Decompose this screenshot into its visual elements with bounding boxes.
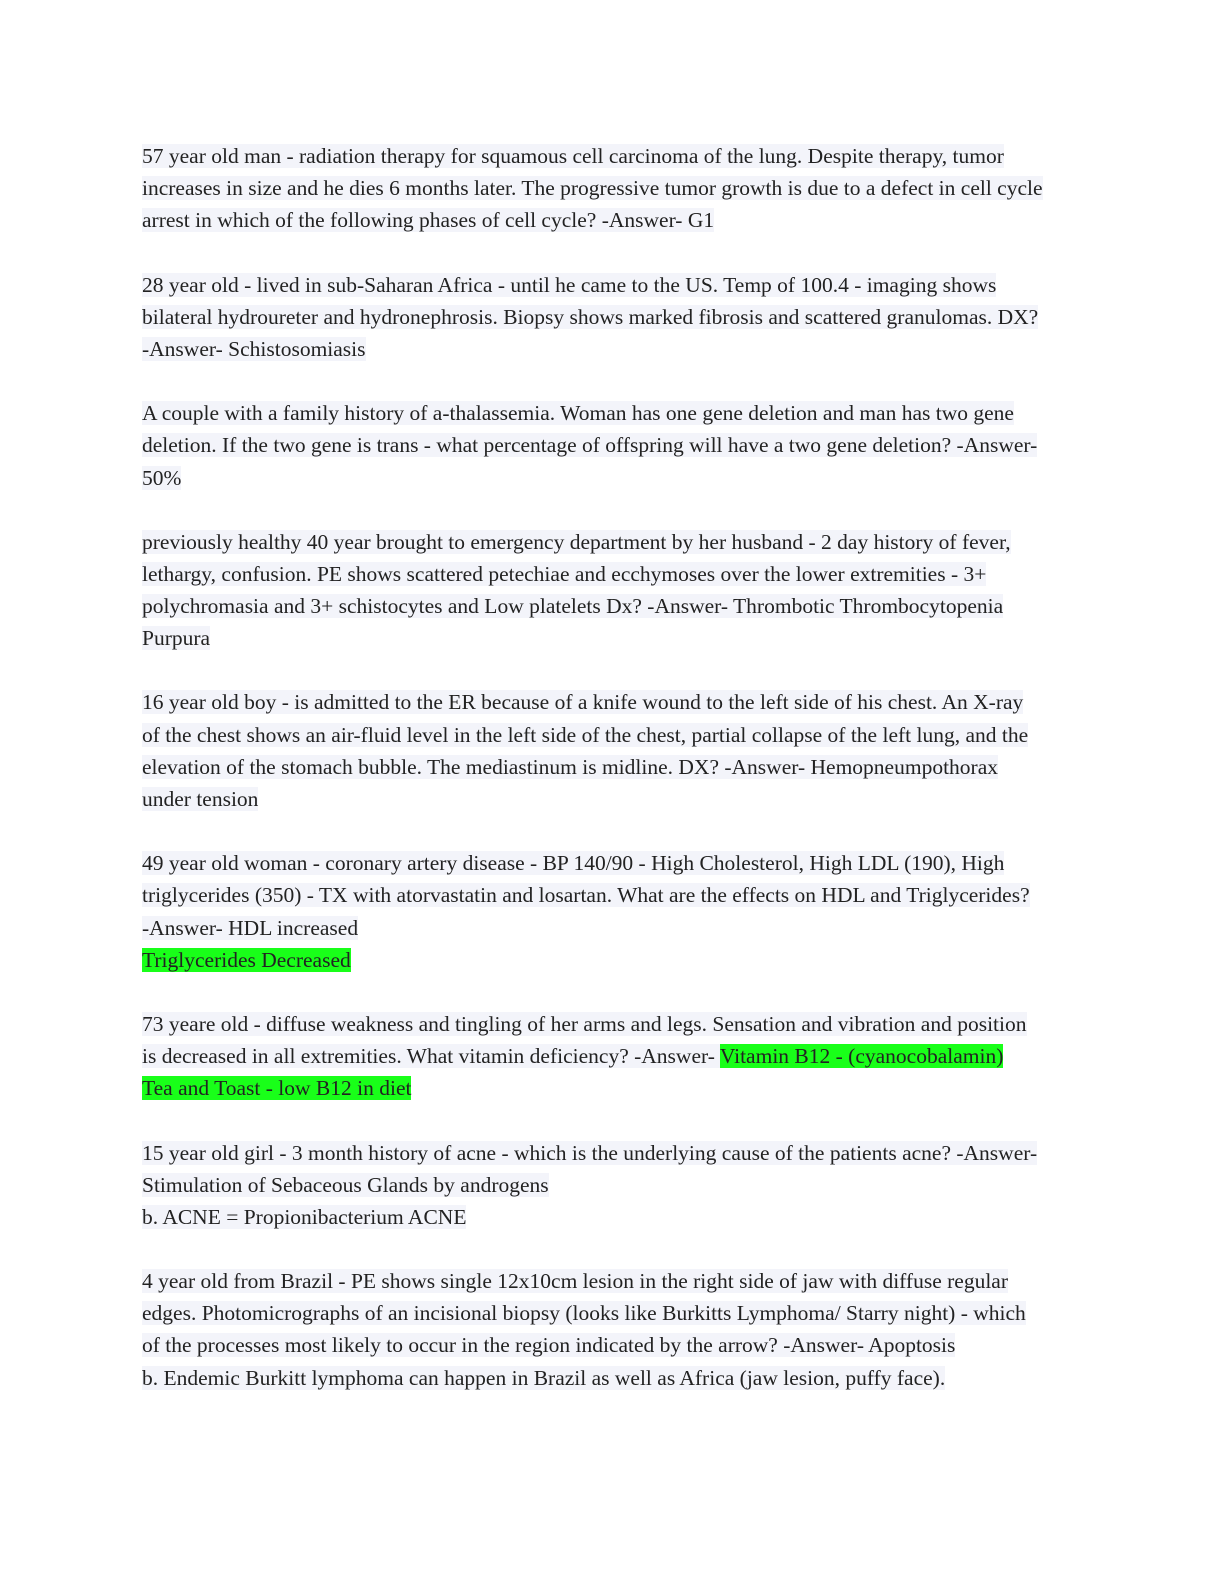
question-text: 4 year old from Brazil - PE shows single 12x10cm lesion in the right side of jaw with diffuse regular: [142, 1269, 1009, 1294]
question-text: triglycerides (350) - TX with atorvastatin and losartan. What are the effects on HDL and Triglycerides?: [142, 883, 1030, 908]
question-text: is decreased in all extremities. What vitamin deficiency? -Answer-: [142, 1044, 720, 1069]
question-text: A couple with a family history of a-thalassemia. Woman has one gene deletion and man has two gene: [142, 401, 1014, 426]
text-line: [142, 1137, 1082, 1169]
question-text: of the processes most likely to occur in the region indicated by the arrow? -Answer- Apoptosis: [142, 1333, 956, 1358]
question-text: 15 year old girl - 3 month history of acne - which is the underlying cause of the patients acne? -Answer-: [142, 1140, 1038, 1165]
text-line: [142, 269, 1082, 301]
text-line: [142, 1201, 1082, 1233]
text-line: [142, 622, 1082, 654]
question-text: edges. Photomicrographs of an incisional biopsy (looks like Burkitts Lymphoma/ Starry night) - which: [142, 1301, 1026, 1326]
qa-paragraph: [142, 1008, 1082, 1105]
qa-paragraph: [142, 140, 1082, 237]
text-line: [142, 1329, 1082, 1361]
text-line: [142, 1169, 1082, 1201]
text-line: [142, 429, 1082, 461]
text-line: [142, 140, 1082, 172]
question-text: deletion. If the two gene is trans - what percentage of offspring will have a two gene deletion? -Answer-: [142, 433, 1038, 458]
qa-paragraph: [142, 1137, 1082, 1234]
highlighted-answer-text: Tea and Toast - low B12 in diet: [142, 1076, 412, 1101]
question-text: of the chest shows an air-fluid level in the left side of the chest, partial collapse of the left lung, and the: [142, 722, 1029, 747]
text-line: [142, 301, 1082, 333]
question-text: 28 year old - lived in sub-Saharan Africa - until he came to the US. Temp of 100.4 - imaging shows: [142, 272, 997, 297]
qa-paragraph: [142, 397, 1082, 494]
text-line: [142, 526, 1082, 558]
question-text: b. ACNE = Propionibacterium ACNE: [142, 1204, 467, 1229]
text-line: [142, 783, 1082, 815]
qa-paragraph: [142, 526, 1082, 655]
text-line: [142, 686, 1082, 718]
question-text: 50%: [142, 465, 182, 490]
text-line: [142, 719, 1082, 751]
question-text: Purpura: [142, 626, 211, 651]
text-line: [142, 751, 1082, 783]
question-text: polychromasia and 3+ schistocytes and Low platelets Dx? -Answer- Thrombotic Thrombocytopenia: [142, 594, 1004, 619]
question-text: -Answer- HDL increased: [142, 915, 359, 940]
qa-paragraph: [142, 269, 1082, 366]
question-text: arrest in which of the following phases of cell cycle? -Answer- G1: [142, 208, 715, 233]
highlighted-answer-text: Triglycerides Decreased: [142, 947, 351, 972]
text-line: [142, 558, 1082, 590]
text-line: [142, 1008, 1082, 1040]
text-line: [142, 204, 1082, 236]
text-line: [142, 1297, 1082, 1329]
question-text: b. Endemic Burkitt lymphoma can happen in Brazil as well as Africa (jaw lesion, puffy face).: [142, 1365, 946, 1390]
question-text: increases in size and he dies 6 months later. The progressive tumor growth is due to a defect in cell cycle: [142, 176, 1043, 201]
question-text: 73 yeare old - diffuse weakness and tingling of her arms and legs. Sensation and vibration and position: [142, 1011, 1027, 1036]
question-text: 49 year old woman - coronary artery disease - BP 140/90 - High Cholesterol, High LDL (190), High: [142, 851, 1005, 876]
text-line: [142, 912, 1082, 944]
qa-paragraph: [142, 686, 1082, 815]
highlighted-answer-text: Vitamin B12 - (cyanocobalamin): [719, 1044, 1004, 1069]
text-line: [142, 879, 1082, 911]
text-line: [142, 172, 1082, 204]
question-text: lethargy, confusion. PE shows scattered petechiae and ecchymoses over the lower extremities - 3+: [142, 561, 987, 586]
text-line: [142, 590, 1082, 622]
document-page: [142, 140, 1082, 1426]
text-line: [142, 462, 1082, 494]
question-text: 57 year old man - radiation therapy for squamous cell carcinoma of the lung. Despite therapy, tumor: [142, 144, 1004, 168]
qa-paragraph: [142, 1265, 1082, 1394]
qa-paragraph: [142, 847, 1082, 976]
question-text: under tension: [142, 787, 259, 811]
text-line: [142, 1040, 1082, 1072]
question-text: bilateral hydroureter and hydronephrosis. Biopsy shows marked fibrosis and scattered granulomas. DX?: [142, 304, 1039, 329]
text-line: [142, 1072, 1082, 1104]
text-line: [142, 944, 1082, 976]
question-text: 16 year old boy - is admitted to the ER because of a knife wound to the left side of his chest. An X-ray: [142, 690, 1024, 715]
question-text: previously healthy 40 year brought to emergency department by her husband - 2 day history of fever,: [142, 529, 1011, 554]
text-line: [142, 397, 1082, 429]
text-line: [142, 1265, 1082, 1297]
text-line: [142, 1362, 1082, 1394]
question-text: Stimulation of Sebaceous Glands by androgens: [142, 1172, 549, 1197]
text-line: [142, 333, 1082, 365]
question-text: elevation of the stomach bubble. The mediastinum is midline. DX? -Answer- Hemopneumpothorax: [142, 754, 998, 779]
question-text: -Answer- Schistosomiasis: [142, 336, 366, 361]
text-line: [142, 847, 1082, 879]
